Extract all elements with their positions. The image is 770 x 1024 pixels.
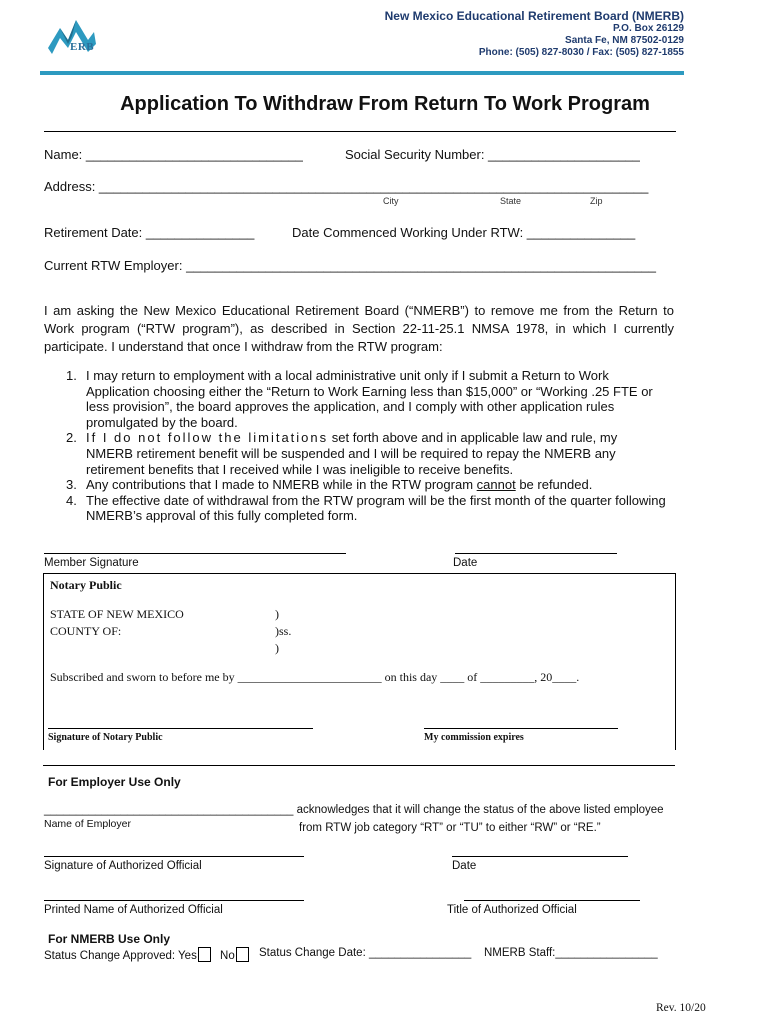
notary-state: STATE OF NEW MEXICO (50, 607, 184, 621)
printed-name-label: Printed Name of Authorized Official (44, 904, 223, 916)
intro-paragraph: I am asking the New Mexico Educational Retirement Board (“NMERB”) to remove me from the Return to Work program (“RTW program”), as described in Section 22-11-25.1 NMSA 1978, in which I currently participate. I understand that once I withdraw from the RTW program: (44, 303, 674, 354)
employer-heading: For Employer Use Only (48, 775, 181, 789)
member-signature-line[interactable] (44, 553, 346, 554)
page-title: Application To Withdraw From Return To Work Program (120, 93, 650, 115)
commission-line[interactable] (424, 728, 618, 729)
state-label: State (500, 196, 522, 206)
org-name: New Mexico Educational Retirement Board (NMERB) (384, 9, 684, 23)
notary-county[interactable]: COUNTY OF: (50, 624, 122, 638)
official-title-label: Title of Authorized Official (447, 904, 577, 916)
list-number: 1. (66, 368, 77, 383)
yes-checkbox[interactable] (198, 947, 211, 962)
current-employer-field[interactable]: Current RTW Employer: _________________________________________________________________ (44, 258, 657, 273)
official-signature-line[interactable] (44, 856, 304, 857)
conditions-list (66, 368, 666, 524)
list-item (66, 368, 666, 430)
list-text-underlined: cannot (476, 477, 516, 493)
list-text: Any contributions that I made to NMERB while in the RTW program (86, 477, 477, 493)
logo-text: ERB (70, 41, 95, 53)
list-text: The effective date of withdrawal from the RTW program will be the first month of the quarter following NMERB’s approval of this fully completed form. (86, 492, 666, 524)
employer-ack-line[interactable]: _______________________________________ acknowledges that it will change the status of the above listed employee (44, 804, 664, 816)
list-number: 4. (66, 492, 77, 508)
org-phone: Phone: (505) 827-8030 / Fax: (505) 827-1855 (478, 47, 684, 58)
official-signature-label: Signature of Authorized Official (44, 860, 202, 872)
notary-box-edge (675, 574, 676, 750)
official-date-line[interactable] (452, 856, 628, 857)
notary-sworn-line[interactable]: Subscribed and sworn to before me by ________________________ on this day ____ of _________, 20____. (50, 670, 580, 684)
employer-ack-line-2: from RTW job category “RT” or “TU” to either “RW” or “RE.” (299, 822, 601, 834)
list-text-spaced: If I do not follow the limitations (86, 430, 329, 446)
list-item (66, 430, 666, 477)
list-text: I may return to employment with a local administrative unit only if I submit a Return to Work Application choosing either the “Return to Work Earning less than $15,000” or “Working .25 FTE or less provision”, the board approves the application, and I comply with other application rules promulgated by the board. (86, 368, 653, 430)
zip-label: Zip (590, 196, 603, 206)
org-po-box: P.O. Box 26129 (613, 23, 684, 34)
printed-name-line[interactable] (44, 900, 304, 901)
member-signature-label: Member Signature (44, 557, 139, 569)
notary-box (43, 573, 676, 750)
notary-ss: )ss. (275, 624, 292, 638)
status-change-date-field[interactable]: Status Change Date: ________________ (259, 947, 472, 959)
notary-bottom-rule (43, 765, 675, 766)
name-field[interactable]: Name: ______________________________ (44, 147, 303, 162)
member-date-line[interactable] (455, 553, 617, 554)
org-contact-block (385, 9, 684, 59)
list-text: be refunded. (515, 477, 593, 493)
list-item (66, 477, 666, 493)
notary-heading: Notary Public (50, 578, 122, 592)
header-rule (40, 71, 684, 75)
list-item (66, 493, 666, 524)
org-city: Santa Fe, NM 87502-0129 (565, 35, 684, 46)
list-number: 3. (66, 477, 77, 493)
date-commenced-field[interactable]: Date Commenced Working Under RTW: _______________ (292, 225, 636, 240)
ssn-field[interactable]: Social Security Number: _____________________ (345, 147, 640, 162)
city-label: City (383, 196, 399, 206)
notary-signature-label: Signature of Notary Public (48, 732, 163, 743)
employer-name-label: Name of Employer (44, 818, 131, 830)
member-date-label: Date (453, 557, 478, 569)
list-text: set forth above and in applicable law and rule, my NMERB retirement benefit will be suspended and I will be required to repay the NMERB any retirement benefits that I received while I was ineligible to receive benefits. (86, 430, 618, 477)
nmerb-staff-field[interactable]: NMERB Staff:________________ (484, 947, 658, 959)
notary-paren-top: ) (275, 607, 279, 621)
official-date-label: Date (452, 860, 477, 872)
nmerb-heading: For NMERB Use Only (48, 932, 171, 946)
revision-label: Rev. 10/20 (656, 1002, 706, 1014)
address-field[interactable]: Address: ____________________________________________________________________________ (44, 179, 649, 194)
nmerb-status-row (44, 947, 249, 962)
commission-label: My commission expires (424, 732, 524, 743)
status-approved-label: Status Change Approved: Yes (44, 950, 197, 962)
no-checkbox[interactable] (236, 947, 249, 962)
retirement-date-field[interactable]: Retirement Date: _______________ (44, 225, 255, 240)
title-rule (44, 131, 676, 132)
no-label: No (220, 950, 235, 962)
official-title-line[interactable] (464, 900, 640, 901)
list-number: 2. (66, 430, 77, 446)
notary-paren-bottom: ) (275, 641, 279, 655)
notary-signature-line[interactable] (48, 728, 313, 729)
